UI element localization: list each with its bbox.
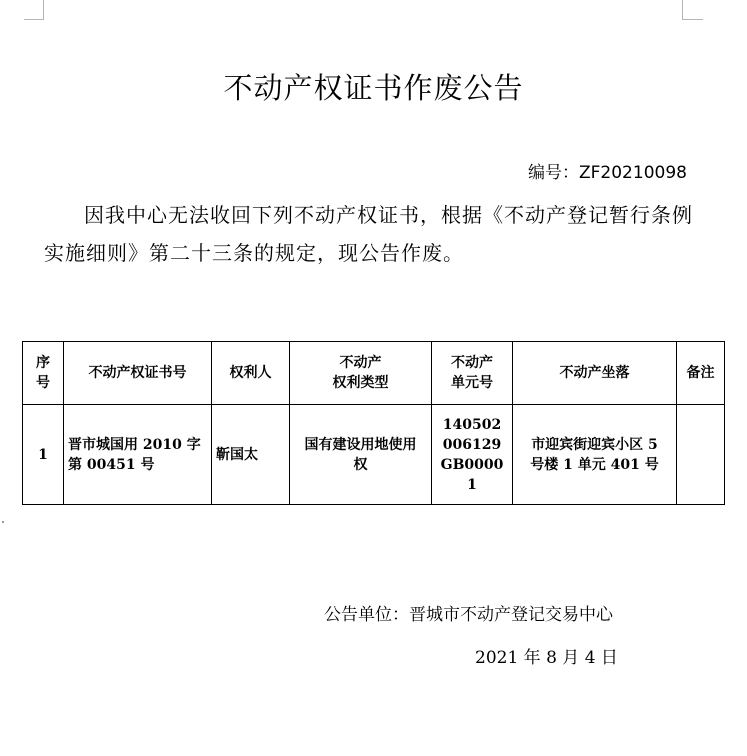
cell-holder: 靳国太 [212,405,290,505]
header-seq: 序 号 [23,342,64,405]
document-number: 编号：ZF20210098 [528,163,687,183]
header-remark: 备注 [677,342,725,405]
notice-paragraph: 因我中心无法收回下列不动产权证书，根据《不动产登记暂行条例实施细则》第二十三条的规定，现公告作废。 [44,203,693,265]
cell-seq: 1 [23,405,64,505]
cell-location: 市迎宾街迎宾小区 5 号楼 1 单元 401 号 [513,405,677,505]
header-unit-no: 不动产 单元号 [432,342,513,405]
cell-unit-no: 140502006129GB00001 [432,405,513,505]
margin-dot [2,521,4,523]
issuing-unit: 公告单位：晋城市不动产登记交易中心 [324,605,613,625]
issue-date: 2021 年 8 月 4 日 [475,648,618,668]
table-row [23,405,725,505]
certificate-table [22,341,725,505]
cell-right-type: 国有建设用地使用权 [290,405,432,505]
header-right-type: 不动产 权利类型 [290,342,432,405]
page-corner-mark-top-left [24,0,44,20]
table-header-row [23,342,725,405]
cell-cert-no: 晋市城国用 2010 字第 00451 号 [64,405,212,505]
header-holder: 权利人 [212,342,290,405]
page-corner-mark-top-right [682,0,703,20]
header-location: 不动产坐落 [513,342,677,405]
cell-remark [677,405,725,505]
header-cert-no: 不动产权证书号 [64,342,212,405]
document-title: 不动产权证书作废公告 [223,71,524,105]
